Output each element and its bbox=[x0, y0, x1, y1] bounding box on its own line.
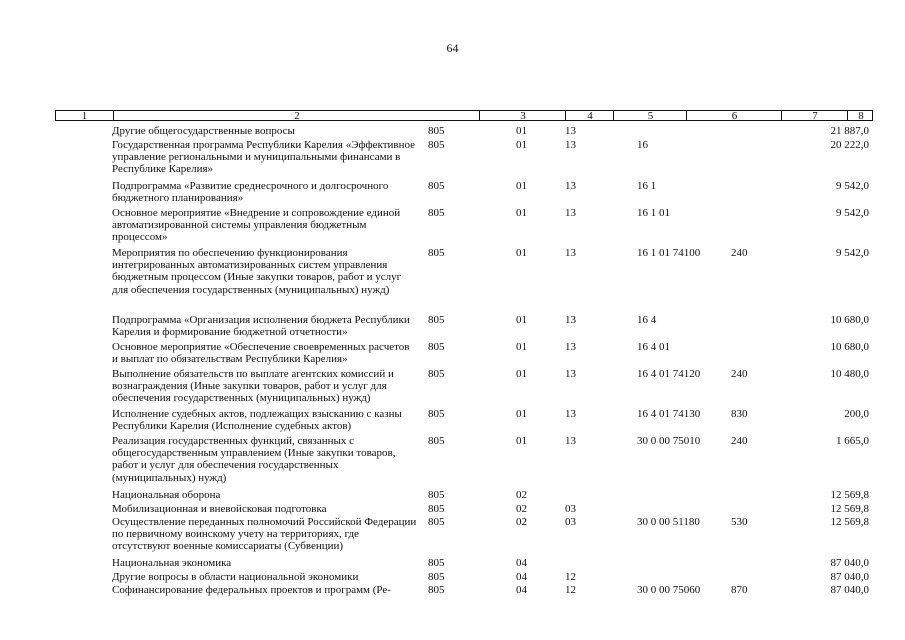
row-col-4: 01 bbox=[516, 207, 527, 219]
row-col-5: 13 bbox=[565, 139, 576, 151]
row-name: Основное мероприятие «Внедрение и сопровождение единой автоматизированной системы управления бюджетным процессом» bbox=[112, 207, 401, 244]
header-col-3: 3 bbox=[479, 111, 566, 121]
row-name: Мероприятия по обеспечению функционирования интегрированных автоматизированных систем управления бюджетным процессом (Иные закупки товаров, работ и услуг для обеспечения государственных (муниципальных) нужд) bbox=[112, 247, 402, 296]
row-col-4: 01 bbox=[516, 408, 527, 420]
row-col-8: 9 542,0 bbox=[836, 180, 869, 192]
row-col-8: 12 569,8 bbox=[830, 489, 869, 501]
page-number: 64 bbox=[446, 41, 459, 55]
row-col-8: 12 569,8 bbox=[830, 516, 869, 528]
row-col-8: 87 040,0 bbox=[830, 584, 869, 596]
row-col-3: 805 bbox=[428, 139, 445, 151]
row-col-5: 13 bbox=[565, 125, 576, 137]
header-col-8: 8 bbox=[847, 111, 874, 121]
row-col-4: 04 bbox=[516, 584, 527, 596]
row-col-5: 13 bbox=[565, 341, 576, 353]
row-col-8: 20 222,0 bbox=[830, 139, 869, 151]
row-col-7: 870 bbox=[731, 584, 748, 596]
row-col-8: 9 542,0 bbox=[836, 247, 869, 259]
row-col-5: 13 bbox=[565, 207, 576, 219]
row-col-8: 9 542,0 bbox=[836, 207, 869, 219]
row-col-6: 30 0 00 75010 bbox=[637, 435, 701, 447]
row-col-4: 01 bbox=[516, 247, 527, 259]
row-col-8: 10 680,0 bbox=[830, 341, 869, 353]
row-col-8: 200,0 bbox=[844, 408, 869, 420]
row-name: Реализация государственных функций, связанных с общегосударственным управлением (Иные закупки товаров, работ и услуг для обеспечения государственных (муниципальных) нужд) bbox=[112, 435, 396, 484]
row-col-3: 805 bbox=[428, 557, 445, 569]
row-col-8: 1 665,0 bbox=[836, 435, 869, 447]
row-col-4: 02 bbox=[516, 516, 527, 528]
row-col-3: 805 bbox=[428, 571, 445, 583]
row-col-4: 04 bbox=[516, 557, 527, 569]
table-header bbox=[55, 110, 873, 121]
header-col-1: 1 bbox=[81, 110, 88, 122]
row-name: Другие общегосударственные вопросы bbox=[112, 125, 295, 137]
row-name: Осуществление переданных полномочий Российской Федерации по первичному воинскому учету на территориях, где отсутствуют военные комиссариаты (Субвенции) bbox=[112, 516, 417, 553]
header-col-5: 5 bbox=[613, 111, 687, 121]
row-name: Основное мероприятие «Обеспечение своевременных расчетов и выплат по обязательствам Республики Карелия» bbox=[112, 341, 410, 366]
row-col-7: 240 bbox=[731, 247, 748, 259]
header-col-6: 6 bbox=[686, 111, 782, 121]
row-col-8: 12 569,8 bbox=[830, 503, 869, 515]
row-col-3: 805 bbox=[428, 435, 445, 447]
row-col-8: 21 887,0 bbox=[830, 125, 869, 137]
row-name: Национальная оборона bbox=[112, 489, 221, 501]
row-name: Подпрограмма «Организация исполнения бюджета Республики Карелия и формирование бюджетной отчетности» bbox=[112, 314, 410, 339]
row-col-7: 830 bbox=[731, 408, 748, 420]
row-name: Софинансирование федеральных проектов и программ (Ре- bbox=[112, 584, 391, 596]
row-name: Государственная программа Республики Карелия «Эффективное управление региональными и муниципальными финансами в Республике Карелия» bbox=[112, 139, 416, 176]
row-col-8: 87 040,0 bbox=[830, 557, 869, 569]
row-col-8: 10 680,0 bbox=[830, 314, 869, 326]
row-col-7: 240 bbox=[731, 435, 748, 447]
row-col-8: 87 040,0 bbox=[830, 571, 869, 583]
row-name: Национальная экономика bbox=[112, 557, 232, 569]
row-name: Выполнение обязательств по выплате агентских комиссий и вознаграждения (Иные закупки товаров, работ и услуг для обеспечения государственных (муниципальных) нужд) bbox=[112, 368, 394, 405]
row-col-6: 16 1 01 74100 bbox=[637, 247, 701, 259]
row-col-3: 805 bbox=[428, 408, 445, 420]
row-col-3: 805 bbox=[428, 125, 445, 137]
row-col-3: 805 bbox=[428, 516, 445, 528]
header-col-4: 4 bbox=[565, 111, 614, 121]
row-col-5: 12 bbox=[565, 584, 576, 596]
row-col-3: 805 bbox=[428, 341, 445, 353]
row-col-5: 13 bbox=[565, 247, 576, 259]
row-col-4: 01 bbox=[516, 435, 527, 447]
row-col-4: 02 bbox=[516, 503, 527, 515]
row-col-6: 16 1 01 bbox=[637, 207, 670, 219]
row-col-3: 805 bbox=[428, 247, 445, 259]
row-col-5: 03 bbox=[565, 516, 576, 528]
row-col-6: 30 0 00 51180 bbox=[637, 516, 700, 528]
row-col-3: 805 bbox=[428, 503, 445, 515]
row-name: Другие вопросы в области национальной экономики bbox=[112, 571, 359, 583]
row-col-6: 16 bbox=[637, 139, 648, 151]
row-col-5: 13 bbox=[565, 180, 576, 192]
row-col-6: 16 1 bbox=[637, 180, 657, 192]
header-col-7: 7 bbox=[781, 111, 848, 121]
row-col-4: 01 bbox=[516, 125, 527, 137]
row-col-4: 01 bbox=[516, 341, 527, 353]
row-col-5: 13 bbox=[565, 368, 576, 380]
row-col-4: 02 bbox=[516, 489, 527, 501]
row-col-4: 01 bbox=[516, 314, 527, 326]
row-col-5: 13 bbox=[565, 435, 576, 447]
row-col-4: 01 bbox=[516, 368, 527, 380]
row-col-4: 01 bbox=[516, 180, 527, 192]
row-name: Мобилизационная и вневойсковая подготовка bbox=[112, 503, 327, 515]
row-name: Подпрограмма «Развитие среднесрочного и долгосрочного бюджетного планирования» bbox=[112, 180, 389, 205]
row-name: Исполнение судебных актов, подлежащих взысканию с казны Республики Карелия (Исполнение судебных актов) bbox=[112, 408, 402, 433]
row-col-5: 13 bbox=[565, 314, 576, 326]
row-col-3: 805 bbox=[428, 314, 445, 326]
row-col-5: 13 bbox=[565, 408, 576, 420]
row-col-3: 805 bbox=[428, 368, 445, 380]
row-col-6: 30 0 00 75060 bbox=[637, 584, 701, 596]
header-col-2: 2 bbox=[113, 111, 480, 121]
row-col-6: 16 4 01 74120 bbox=[637, 368, 701, 380]
row-col-6: 16 4 01 bbox=[637, 341, 670, 353]
row-col-3: 805 bbox=[428, 489, 445, 501]
row-col-6: 16 4 bbox=[637, 314, 657, 326]
row-col-3: 805 bbox=[428, 584, 445, 596]
row-col-8: 10 480,0 bbox=[830, 368, 869, 380]
row-col-5: 03 bbox=[565, 503, 576, 515]
row-col-4: 01 bbox=[516, 139, 527, 151]
row-col-4: 04 bbox=[516, 571, 527, 583]
row-col-7: 240 bbox=[731, 368, 748, 380]
row-col-6: 16 4 01 74130 bbox=[637, 408, 701, 420]
row-col-5: 12 bbox=[565, 571, 576, 583]
row-col-7: 530 bbox=[731, 516, 748, 528]
row-col-3: 805 bbox=[428, 180, 445, 192]
row-col-3: 805 bbox=[428, 207, 445, 219]
